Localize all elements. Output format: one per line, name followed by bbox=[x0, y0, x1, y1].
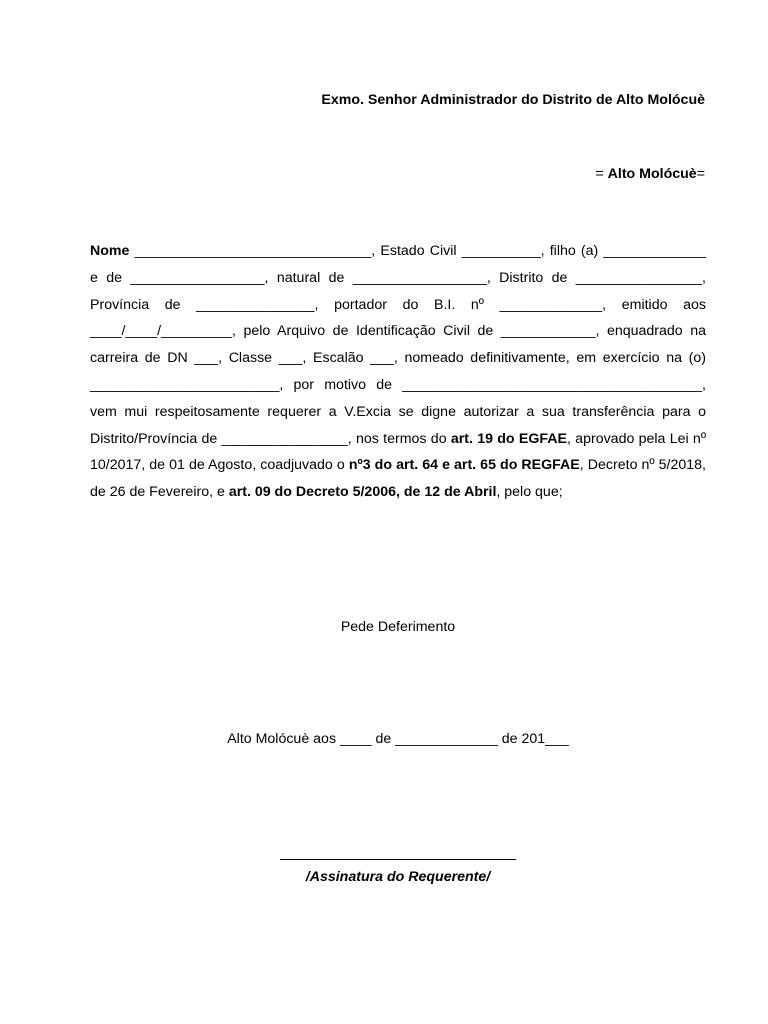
body-text-part-1: ______________________________, Estado Civil __________, filho (a) _____________ e de _________________, natural de _________________, Distrito de ________________, Província de _______________, portador do B.I. nº _____________, emitido aos ____/____/_________, pelo Arquivo de Identificação Civil de ____________, enquadrado na carreira de DN ___, Classe ___, Escalão ___, nomeado definitivamente, em exercício na (o) ________________________, por motivo de ______________________________________, vem mui respeitosamente requerer a V.Excia se digne autorizar a sua transferência para o Distrito/Província de ________________, nos termos do bbox=[90, 243, 706, 447]
date-line: Alto Molócuè aos ____ de _____________ de 201___ bbox=[227, 731, 569, 747]
location-name: Alto Molócuè bbox=[607, 166, 697, 182]
request-closing: Pede Deferimento bbox=[340, 619, 456, 635]
location-suffix: = bbox=[696, 166, 705, 182]
body-text-part-2: , aprovado pela Lei nº 10/2017, de 01 de Agosto, coadjuvado o bbox=[90, 430, 706, 474]
legal-reference-egfae: art. 19 do EGFAE bbox=[450, 430, 567, 447]
request-body-paragraph bbox=[90, 238, 706, 506]
body-text-part-4: , pelo que; bbox=[496, 484, 563, 501]
body-text-part-3: , Decreto nº 5/2018, de 26 de Fevereiro, e bbox=[90, 457, 707, 501]
legal-reference-decreto: art. 09 do Decreto 5/2006, de 12 de Abril bbox=[228, 484, 497, 501]
location-prefix: = bbox=[595, 166, 608, 182]
name-label: Nome bbox=[90, 243, 130, 259]
signature-label: /Assinatura do Requerente/ bbox=[305, 869, 491, 885]
addressee-heading: Exmo. Senhor Administrador do Distrito de Alto Molócuè bbox=[321, 92, 705, 108]
legal-reference-regfae: nº3 do art. 64 e art. 65 do REGFAE bbox=[348, 457, 580, 474]
signature-line bbox=[280, 859, 516, 860]
location-line bbox=[595, 166, 705, 182]
